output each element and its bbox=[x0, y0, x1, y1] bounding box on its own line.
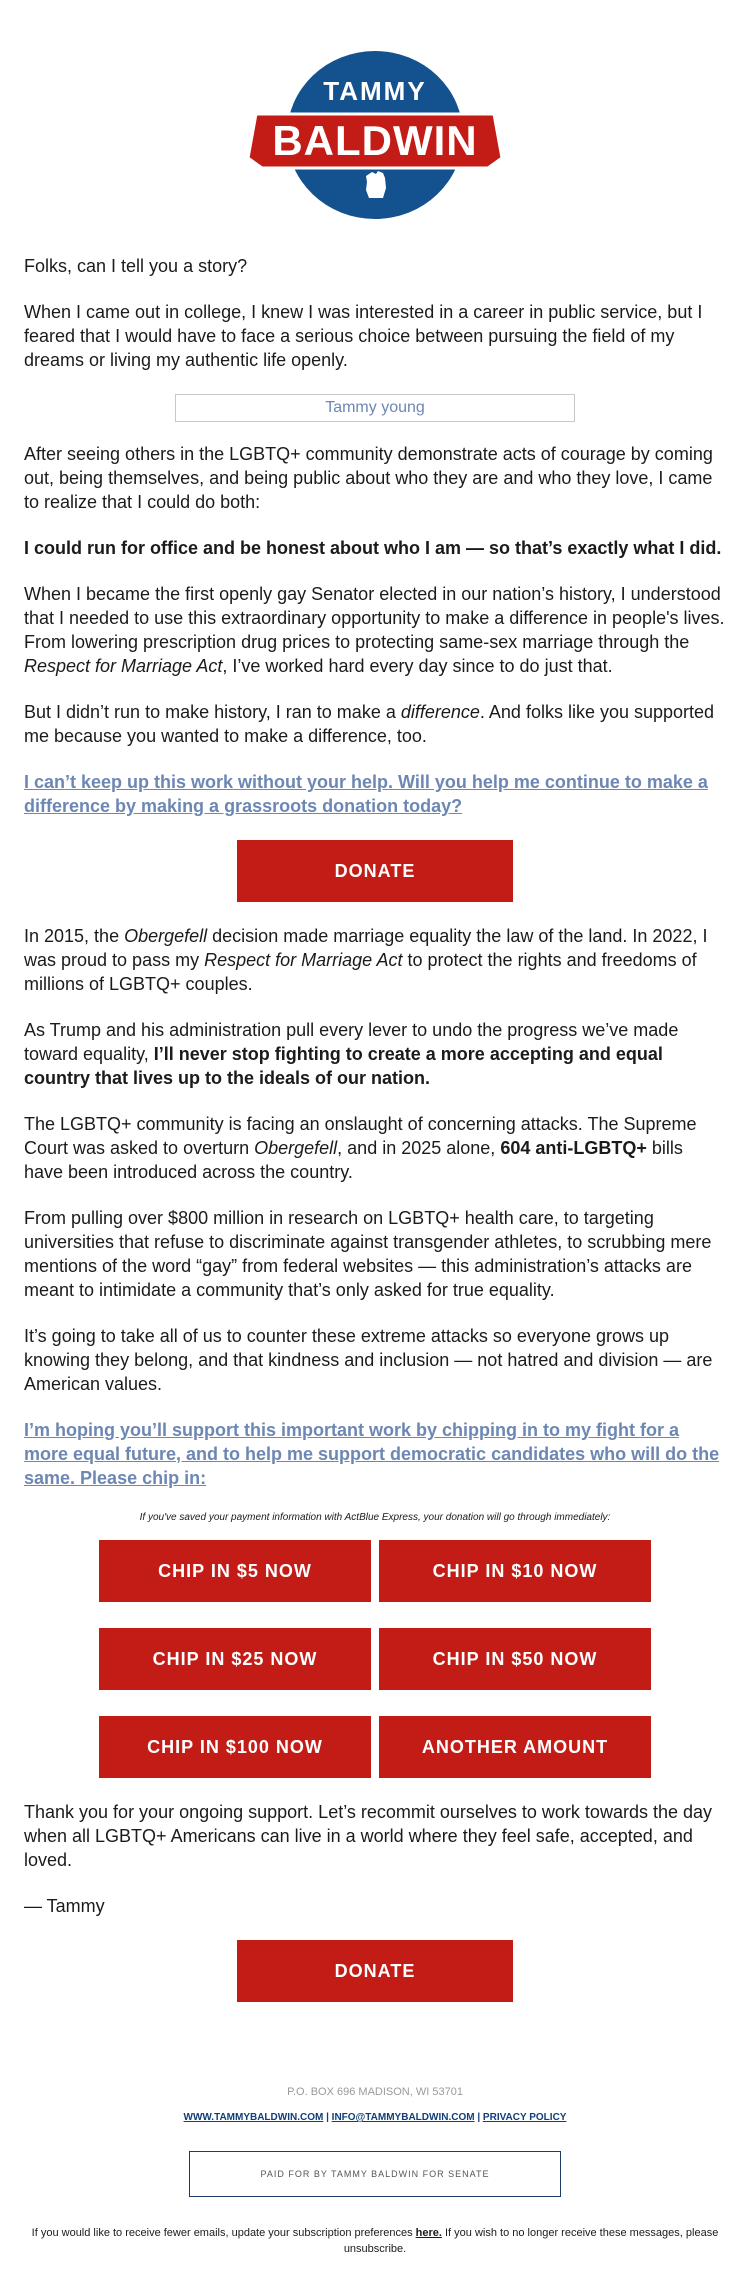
paragraph-run-honest: I could run for office and be honest about who I am — so that’s exactly what I did. bbox=[24, 538, 722, 558]
greeting: Folks, can I tell you a story? bbox=[24, 256, 248, 276]
logo-top-text: TAMMY bbox=[323, 76, 427, 106]
image-alt-text: Tammy young bbox=[325, 399, 425, 416]
chip-in-5-button[interactable]: CHIP IN $5 NOW bbox=[99, 1540, 371, 1602]
privacy-policy-link[interactable]: PRIVACY POLICY bbox=[482, 2112, 567, 2123]
email-body bbox=[0, 254, 750, 2002]
paragraph-college: When I came out in college, I knew I was interested in a career in public service, but I feared that I would have to face a serious choice between pursuing the field of my dreams or living my authentic life openly. bbox=[24, 302, 703, 370]
paid-for-text: PAID FOR BY TAMMY BALDWIN FOR SENATE bbox=[260, 2169, 490, 2179]
header bbox=[0, 0, 750, 254]
chip-in-10-button[interactable]: CHIP IN $10 NOW bbox=[379, 1540, 651, 1602]
logo-name-text: BALDWIN bbox=[272, 117, 478, 164]
donation-cta-link[interactable]: I can’t keep up this work without your help. Will you help me continue to make a difference by making a grassroots donation today? bbox=[24, 772, 708, 816]
chip-in-25-button[interactable]: CHIP IN $25 NOW bbox=[99, 1628, 371, 1690]
paragraph-american-values: It’s going to take all of us to counter these extreme attacks so everyone grows up knowing they belong, and that kindness and inclusion — not hatred and division — are American values. bbox=[24, 1326, 713, 1394]
paragraph-difference: But I didn’t run to make history, I ran to make a difference. And folks like you supported me because you wanted to make a difference, too. bbox=[24, 702, 715, 746]
chip-in-50-button[interactable]: CHIP IN $50 NOW bbox=[379, 1628, 651, 1690]
chip-in-100-button[interactable]: CHIP IN $100 NOW bbox=[99, 1716, 371, 1778]
chip-in-buttons bbox=[24, 1540, 726, 1778]
paragraph-thank-you: Thank you for your ongoing support. Let’s recommit ourselves to work towards the day when all LGBTQ+ Americans can live in a world where they feel safe, accepted, and loved. bbox=[24, 1802, 713, 1870]
mailing-address: P.O. BOX 696 MADISON, WI 53701 bbox=[287, 2086, 463, 2098]
preferences-link[interactable]: here. bbox=[415, 2227, 442, 2239]
unsubscribe-text: If you would like to receive fewer emails, update your subscription preferences here. If you wish to no longer receive these messages, please unsubscribe. bbox=[31, 2227, 719, 2255]
tammy-young-image bbox=[175, 394, 575, 422]
paragraph-health-care: From pulling over $800 million in research on LGBTQ+ health care, to targeting universities that refuse to discriminate against transgender athletes, to scrubbing mere mentions of the word “gay” from federal websites — this administration’s attacks are meant to intimidate a community that’s only asked for true equality. bbox=[24, 1208, 712, 1300]
chip-in-cta-link[interactable]: I’m hoping you’ll support this important work by chipping in to my fight for a more equal future, and to help me support democratic candidates who will do the same. Please chip in: bbox=[24, 1420, 720, 1488]
website-link[interactable]: WWW.TAMMYBALDWIN.COM bbox=[183, 2112, 324, 2123]
actblue-express-note: If you've saved your payment information with ActBlue Express, your donation will go through immediately: bbox=[139, 1512, 611, 1523]
signoff: — Tammy bbox=[24, 1896, 105, 1916]
paid-for-box bbox=[189, 2151, 561, 2197]
donate-button-bottom[interactable]: DONATE bbox=[237, 1940, 513, 2002]
paragraph-obergefell: In 2015, the Obergefell decision made marriage equality the law of the land. In 2022, I was proud to pass my Respect for Marriage Act to protect the rights and freedoms of millions of LGBTQ+ couples. bbox=[24, 926, 708, 994]
footer bbox=[0, 2024, 750, 2257]
email-link[interactable]: INFO@TAMMYBALDWIN.COM bbox=[331, 2112, 475, 2123]
paragraph-attacks: The LGBTQ+ community is facing an onslaught of concerning attacks. The Supreme Court was asked to overturn Obergefell, and in 2025 alone, 604 anti-LGBTQ+ bills have been introduced across the country. bbox=[24, 1114, 697, 1182]
another-amount-button[interactable]: ANOTHER AMOUNT bbox=[379, 1716, 651, 1778]
paragraph-first-gay-senator: When I became the first openly gay Senator elected in our nation’s history, I understood that I needed to use this extraordinary opportunity to make a difference in people's lives. From lowering prescription drug prices to protecting same-sex marriage through the Respect for Marriage Act, I’ve worked hard every day since to do just that. bbox=[24, 584, 725, 676]
donate-button[interactable]: DONATE bbox=[237, 840, 513, 902]
footer-links: WWW.TAMMYBALDWIN.COM | INFO@TAMMYBALDWIN.COM | PRIVACY POLICY bbox=[183, 2112, 567, 2123]
paragraph-trump: As Trump and his administration pull every lever to undo the progress we’ve made toward equality, I’ll never stop fighting to create a more accepting and equal country that lives up to the ideals of our nation. bbox=[24, 1020, 679, 1088]
wisconsin-icon bbox=[366, 171, 386, 198]
tammy-baldwin-logo bbox=[238, 50, 512, 220]
paragraph-courage: After seeing others in the LGBTQ+ community demonstrate acts of courage by coming out, being themselves, and being public about who they are and who they love, I came to realize that I could do both: bbox=[24, 444, 713, 512]
